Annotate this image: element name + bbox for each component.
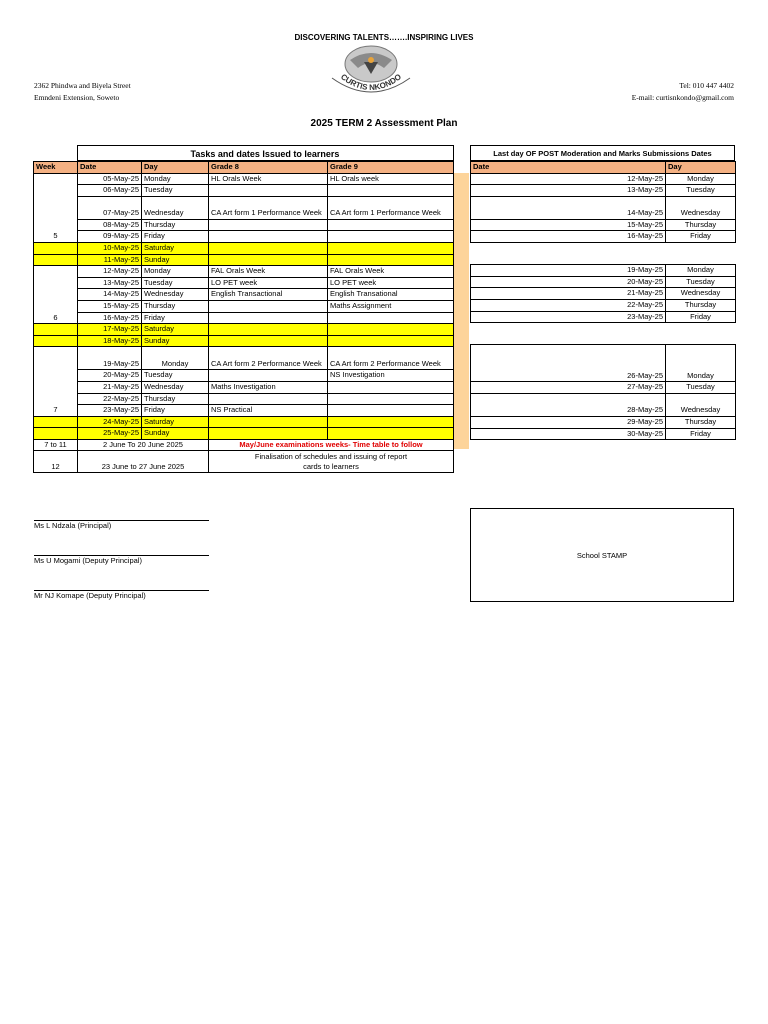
email: E-mail: curtisnkondo@gmail.com [631,93,734,102]
date-cell: 18-May-25 [78,335,142,347]
grade9-task [328,381,454,393]
date-cell: 20-May-25 [78,370,142,382]
day-cell: Thursday [666,416,736,428]
table-row [34,405,454,417]
date-cell: 15-May-25 [78,300,142,312]
tasks-heading [33,145,454,161]
spacer-cell [471,323,736,334]
weekend-blank [209,416,328,428]
date-cell: 07-May-25 [78,196,142,219]
grade8-task: LO PET week [209,277,328,289]
table-row [34,266,454,278]
table-row [34,312,454,324]
table-row [471,428,736,440]
grade8-task: CA Art form 2 Performance Week [209,347,328,370]
table-row [471,393,736,416]
day-cell: Saturday [142,242,209,254]
weekend-blank [328,242,454,254]
spacer-row [471,323,736,334]
date-cell: 15-May-25 [471,219,666,231]
spacer-cell [471,242,736,253]
grade8-task [209,231,328,243]
week-number: 6 [34,266,78,324]
grade8-task: Maths Investigation [209,381,328,393]
date-cell: 09-May-25 [78,231,142,243]
date-cell: 12-May-25 [471,173,666,185]
moderation-heading: Last day OF POST Moderation and Marks Submissions Dates [471,146,735,161]
day-cell: Tuesday [666,382,736,394]
date-cell: 28-May-25 [471,393,666,416]
final-note: Finalisation of schedules and issuing of report cards to learners [209,451,454,473]
day-cell: Thursday [666,299,736,311]
date-cell: 29-May-25 [471,416,666,428]
grade9-task [328,393,454,405]
moderation-header-row [471,162,736,174]
grade8-task [209,219,328,231]
grade8-task: English Transactional [209,289,328,301]
day-cell: Monday [142,173,209,185]
grade9-task [328,185,454,197]
grade9-task [328,405,454,417]
date-cell: 23-May-25 [78,405,142,417]
address-line-2: Emndeni Extension, Soweto [34,93,120,102]
date-cell: 13-May-25 [78,277,142,289]
school-stamp-box [470,508,734,602]
table-row [471,231,736,243]
day-cell: Thursday [142,300,209,312]
day-cell: Friday [142,231,209,243]
date-cell: 22-May-25 [78,393,142,405]
grade8-task [209,370,328,382]
day-cell: Thursday [142,219,209,231]
day-cell: Tuesday [666,276,736,288]
table-row [471,311,736,323]
date-cell: 22-May-25 [471,299,666,311]
day-cell: Monday [666,345,736,382]
day-cell: Saturday [142,324,209,336]
page-title: 2025 TERM 2 Assessment Plan [310,118,458,129]
day-cell: Tuesday [142,185,209,197]
signature-deputy-1: Ms U Mogami (Deputy Principal) [34,556,142,565]
day-cell: Friday [666,311,736,323]
date-cell: 06-May-25 [78,185,142,197]
weekend-blank [34,254,78,266]
weekend-blank [209,254,328,266]
table-row [34,277,454,289]
moderation-table [470,145,735,440]
signature-principal: Ms L Ndzala (Principal) [34,521,112,530]
table-row [34,173,454,185]
date-cell: 17-May-25 [78,324,142,336]
grade9-task: HL Orals week [328,173,454,185]
table-row [34,300,454,312]
weekend-blank [328,254,454,266]
table-row [34,370,454,382]
grade9-task: CA Art form 1 Performance Week [328,196,454,219]
grade8-task: FAL Orals Week [209,266,328,278]
weekend-blank [209,242,328,254]
tasks-table [33,145,453,473]
column-header: Grade 8 [209,162,328,174]
grade9-task: FAL Orals Week [328,266,454,278]
day-cell: Tuesday [142,370,209,382]
date-cell: 20-May-25 [471,276,666,288]
table-row [471,382,736,394]
table-row [471,185,736,197]
day-cell: Tuesday [142,277,209,289]
grade8-task [209,393,328,405]
table-row [34,219,454,231]
moderation-grid [470,161,736,440]
date-cell: 08-May-25 [78,219,142,231]
separator-strip [454,173,469,449]
spacer-row [471,242,736,253]
weekend-blank [209,428,328,440]
grade8-task [209,312,328,324]
table-row [34,347,454,370]
week-number: 5 [34,173,78,242]
table-row [34,231,454,243]
grade8-task [209,300,328,312]
tasks-heading-text: Tasks and dates Issued to learners [77,146,453,161]
date-cell: 16-May-25 [471,231,666,243]
spacer-cell [471,254,736,265]
date-cell: 25-May-25 [78,428,142,440]
weekend-blank [34,324,78,336]
day-cell: Sunday [142,428,209,440]
grade8-task: CA Art form 1 Performance Week [209,196,328,219]
date-cell: 05-May-25 [78,173,142,185]
date-cell: 26-May-25 [471,345,666,382]
weekend-blank [34,416,78,428]
weekend-blank [209,335,328,347]
day-cell: Friday [142,312,209,324]
grade9-task: Maths Assignment [328,300,454,312]
date-cell: 30-May-25 [471,428,666,440]
table-row [471,265,736,277]
column-header-row [34,162,454,174]
date-cell: 10-May-25 [78,242,142,254]
exam-note: May/June examinations weeks- Time table to follow [209,439,454,451]
grade9-task [328,219,454,231]
date-cell: 24-May-25 [78,416,142,428]
spacer-row [471,334,736,345]
date-cell: 14-May-25 [78,289,142,301]
weekend-blank [209,324,328,336]
table-row [471,219,736,231]
grade8-task: NS Practical [209,405,328,417]
day-cell: Wednesday [666,196,736,219]
day-cell: Wednesday [142,289,209,301]
week-range: 12 [34,451,78,473]
date-cell: 11-May-25 [78,254,142,266]
spacer-row [471,254,736,265]
weekend-row [34,242,454,254]
table-row [34,393,454,405]
date-cell: 27-May-25 [471,382,666,394]
table-row [471,276,736,288]
date-cell: 14-May-25 [471,196,666,219]
grade8-task: HL Orals Week [209,173,328,185]
day-cell: Thursday [142,393,209,405]
day-cell: Monday [142,266,209,278]
spacer-cell [471,334,736,345]
day-cell: Monday [142,347,209,370]
table-row [34,289,454,301]
grade9-task: LO PET week [328,277,454,289]
column-header: Day [666,162,736,174]
day-cell: Wednesday [142,381,209,393]
date-cell: 13-May-25 [471,185,666,197]
table-row [34,381,454,393]
weekend-row [34,254,454,266]
exam-row [34,439,454,451]
date-range: 2 June To 20 June 2025 [78,439,209,451]
table-row [471,173,736,185]
day-cell: Monday [666,265,736,277]
table-row [471,196,736,219]
date-cell: 21-May-25 [78,381,142,393]
stamp-label: School STAMP [576,550,628,560]
table-row [34,196,454,219]
date-cell: 23-May-25 [471,311,666,323]
day-cell: Friday [666,428,736,440]
school-motto: DISCOVERING TALENTS…….INSPIRING LIVES [294,33,474,42]
weekend-blank [34,242,78,254]
day-cell: Sunday [142,335,209,347]
day-cell: Wednesday [142,196,209,219]
weekend-blank [34,428,78,440]
table-row [471,299,736,311]
week-number: 7 [34,347,78,416]
table-row [34,185,454,197]
date-cell: 19-May-25 [471,265,666,277]
weekend-blank [328,428,454,440]
table-row [471,345,736,382]
grade9-task: CA Art form 2 Performance Week [328,347,454,370]
day-cell: Thursday [666,219,736,231]
telephone: Tel: 010 447 4402 [679,81,734,90]
signature-deputy-2: Mr NJ Komape (Deputy Principal) [34,591,146,600]
day-cell: Wednesday [666,288,736,300]
date-cell: 19-May-25 [78,347,142,370]
weekend-blank [328,324,454,336]
final-row [34,451,454,473]
date-cell: 12-May-25 [78,266,142,278]
column-header: Week [34,162,78,174]
column-header: Date [78,162,142,174]
day-cell: Tuesday [666,185,736,197]
weekend-blank [34,335,78,347]
day-cell: Friday [142,405,209,417]
column-header: Grade 9 [328,162,454,174]
school-address [34,80,131,104]
weekend-row [34,324,454,336]
table-row [471,288,736,300]
logo-text [326,44,416,102]
grade9-task [328,231,454,243]
day-cell: Wednesday [666,393,736,416]
day-cell: Sunday [142,254,209,266]
weekend-blank [328,416,454,428]
weekend-blank [328,335,454,347]
grade9-task: English Transational [328,289,454,301]
date-cell: 21-May-25 [471,288,666,300]
day-cell: Friday [666,231,736,243]
address-line-1: 2362 Phindwa and Biyela Street [34,81,131,90]
grade9-task [328,312,454,324]
week-range: 7 to 11 [34,439,78,451]
weekend-row [34,335,454,347]
tasks-grid [33,161,454,473]
column-header: Date [471,162,666,174]
table-row [471,416,736,428]
weekend-row [34,416,454,428]
day-cell: Monday [666,173,736,185]
date-cell: 16-May-25 [78,312,142,324]
column-header: Day [142,162,209,174]
grade9-task: NS Investigation [328,370,454,382]
svg-text:CURTIS NKONDO: CURTIS NKONDO [339,72,403,93]
day-cell: Saturday [142,416,209,428]
weekend-row [34,428,454,440]
grade8-task [209,185,328,197]
school-contact [632,80,734,104]
date-range: 23 June to 27 June 2025 [78,451,209,473]
